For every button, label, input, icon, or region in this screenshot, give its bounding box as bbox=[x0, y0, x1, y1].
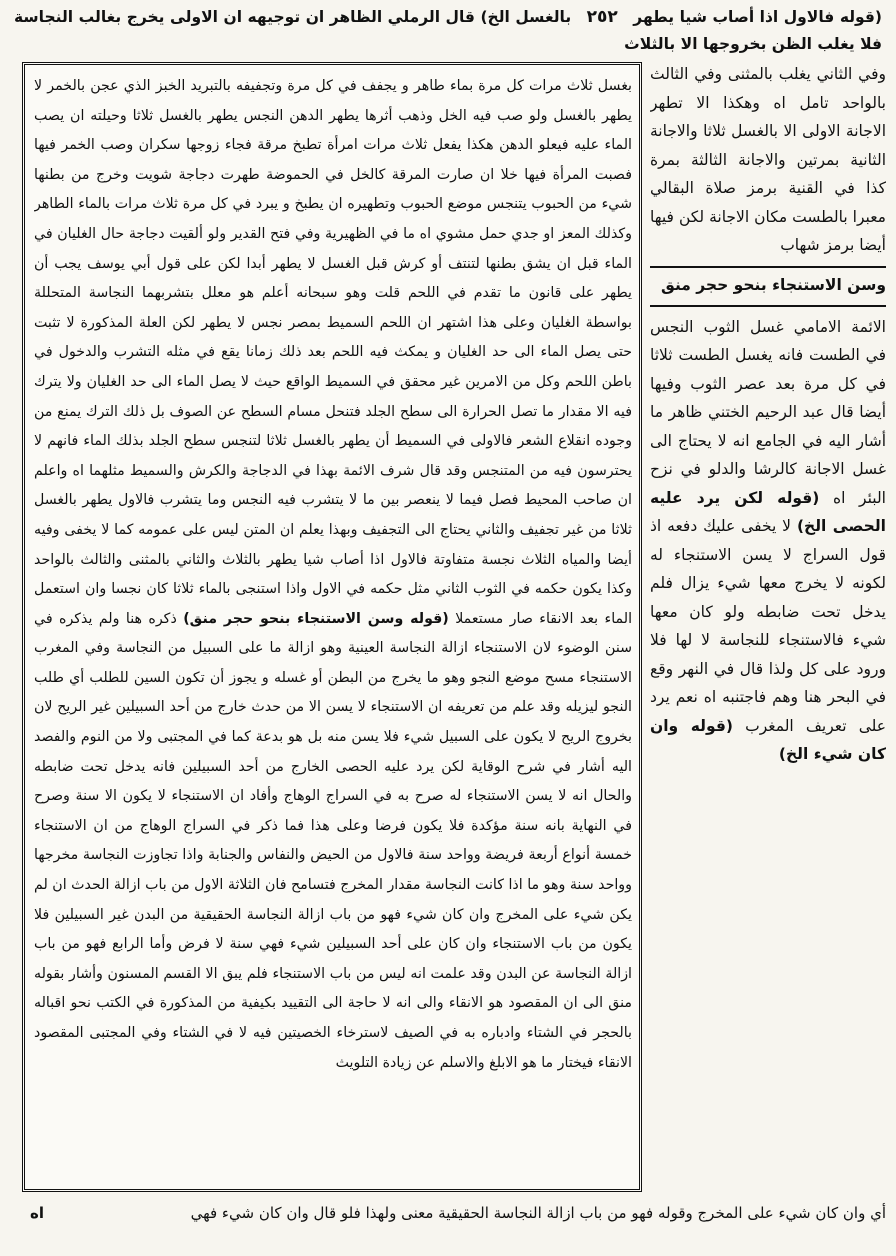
margin-block-2 bbox=[650, 313, 886, 769]
main-paragraph-1 bbox=[34, 72, 632, 1078]
main-text-part-1: بغسل ثلاث مرات كل مرة بماء طاهر و يجفف في كل مرة وتجفيفه بالتبريد الخبز الذي عجن بالخمر لا يطهر بالغسل ولو صب فيه الخل وذهب أثرها يطهر الدهن النجس يطهر بالغسل ثلاثا وحيلته ان يصب الماء عليه فيعلو الدهن هكذا يفعل ثلاث مرات امرأة تطبخ مرقة فجاء زوجها سكران وصب الخمر فيها فصبت المرأة فيها خلا ان صارت المرقة كالخل في الحموضة طهرت دجاجة شويت وخرج من بطنها شيء من الحبوب يتنجس موضع الحبوب وتطهيره ان يطبخ و يبرد في كل مرة ثلاث مرات بالماء الطاهر وكذلك المعز او جدي حمل مشوي اه ما في الظهيرية وفي فتح القدير ولو ألقيت دجاجة حال الغليان في الماء قبل ان يشق بطنها لتنتف أو كرش قبل الغسل لا يطهر أبدا لكن على قول أبي يوسف يجب أن يطهر على قانون ما تقدم في اللحم قلت وهو سبحانه أعلم هو معلل بتشربهما النجاسة المتحللة بواسطة الغليان وعلى هذا اشتهر ان اللحم السميط بمصر نجس لا يطهر لكن العلة المذكورة لا تثبت حتى يصل الماء الى حد الغليان و يمكث فيه اللحم بعد ذلك زمانا يقع في مثله التشرب والدخول في باطن اللحم وكل من الامرين غير محقق في السميط الواقع حيث لا يصل الماء الى حد الغليان ولا يترك فيه الا مقدار ما تصل الحرارة الى سطح الجلد فتنحل مسام السطح عن الصوف بل ذلك الترك يمنع من وجوده انقلاع الشعر فالاولى في السميط أن يطهر بالغسل ثلاثا لتنجس سطح الجلد بذلك الماء فانهم لا يحترسون فيه من المتنجس وقد قال شرف الائمة بهذا في الدجاجة والكرش والسميط مثلهما اه واعلم ان صاحب المحيط فصل فيما لا ينعصر بين ما لا يتشرب فيه النجس وما يتشرب فالاول يطهر بالغسل ثلاثا من غير تجفيف والثاني يحتاج الى التجفيف وبهذا يعلم ان المتن ليس على عمومه كما لا يخفى وفيه أيضا والمياه الثلاث نجسة متفاوتة فالاول اذا أصاب شيا يطهر بالثلاث والثاني بالمثنى والثالث بالواحد وكذا يكون حكمه في الثوب الثاني مثل حكمه في الاول واذا استنجى بالماء ثلاثا كان نجسا وان استعمل الماء بعد الانقاء صار مستعملا bbox=[34, 78, 632, 627]
margin-block-1: وفي الثاني يغلب بالمثنى وفي الثالث بالواحد تامل اه وهكذا الا تطهر الاجانة الاولى الا بالغسل ثلاثا والاجانة الثانية بمرتين والاجانة الثالثة بمرة كذا في القنية برمز صلاة البقالي معبرا بالطست مكان الاجانة لكن فيها أيضا برمز شهاب bbox=[650, 65, 886, 254]
margin-divider bbox=[650, 266, 886, 268]
footer-text: أي وان كان شيء على المخرج وقوله فهو من باب ازالة النجاسة الحقيقية معنى ولهذا فلو قال وان كان شيء فهي bbox=[190, 1204, 886, 1222]
main-quote-lead: (قوله وسن الاستنجاء بنحو حجر منق) bbox=[183, 610, 449, 627]
page-number: ٢٥٢ bbox=[586, 7, 618, 27]
page-footer bbox=[30, 1196, 886, 1230]
header-text-end: بالغسل الخ) قال الرملي الظاهر ان توجيهه ان الاولى يخرج بغالب النجاسة فلا يغلب الظن بخروجها الا بالثلاث bbox=[14, 8, 882, 53]
catchword: اه bbox=[30, 1204, 44, 1222]
margin-quote-lead: (قوله لكن يرد عليه الحصى الخ) bbox=[650, 488, 886, 535]
header-text-start: (قوله فالاول اذا أصاب شيا يطهر bbox=[633, 8, 882, 26]
margin-topic-heading: وسن الاستنجاء بنحو حجر منق bbox=[661, 275, 886, 294]
margin-commentary-column bbox=[650, 60, 886, 1192]
margin-block-2-text: الائمة الامامي غسل الثوب النجس في الطست فانه يغسل الطست ثلاثا في كل مرة بعد عصر الثوب وفيها أيضا قال عبد الرحيم الختني ظاهر ما أشار اليه في الجامع انه لا يحتاج الى غسل الاجانة كالرشا والدلو في نزح البئر اه bbox=[650, 317, 886, 507]
margin-quote-lead-2: (قوله وان كان شيء الخ) bbox=[650, 716, 886, 763]
margin-block-3-text: لا يخفى عليك دفعه اذ قول السراج لا يسن الاستنجاء له لكونه لا يخرج معها شيء يزال فلم يدخل تحت ضابطه ولو كان معها شيء فالاستنجاء للنجاسة لا لها فلا ورود على كل ولذا قال في النهر وقع في البحر هنا وهم فاجتنبه اه نعم يرد على تعريف المغرب bbox=[650, 517, 886, 735]
margin-divider-2 bbox=[650, 305, 886, 307]
main-text-column bbox=[34, 72, 632, 1184]
page-header bbox=[14, 4, 882, 58]
main-text-part-2: ذكره هنا ولم يذكره في سنن الوضوء لان الاستنجاء ازالة النجاسة العينية وهو ازالة ما على السبيل من النجاسة وفي المغرب الاستنجاء مسح موضع النجو وهو ما يخرج من البطن أو غسله و يجوز أن تكون السين للطلب أي طلب النجو ليزيله وقد علم من تعريفه ان الاستنجاء لا يسن الا من حدث خارج من أحد السبيلين غير الريح لان بخروج الريح لا يكون على السبيل شيء فلا يسن منه بل هو بدعة كما في المجتبى ولا من النوم والفصد اليه أشار في شرح الوقاية لكن يرد عليه الحصى الخارج من أحد السبيلين فانه يدخل تحت ضابطه والحال انه لا يسن الاستنجاء له صرح به في السراج الوهاج وأفاد ان الاستنجاء لا يكون الا سنة وصرح في النهاية بانه سنة مؤكدة فلا يكون فرضا وعلى هذا فما ذكر في السراج الوهاج من ان الاستنجاء خمسة أنواع أربعة فريضة وواحد سنة فالاول من الحيض والنفاس والجنابة واذا تجاوزت النجاسة مخرجها وواحد سنة وهو ما اذا كانت النجاسة مقدار المخرج فتسامح فان الثلاثة الاول من باب ازالة الحدث ان لم يكن شيء على المخرج وان كان شيء فهو من باب ازالة النجاسة الحقيقية من البدن غير السبيلين فلا يكون من باب الاستنجاء وان كان على أحد السبيلين شيء فهي سنة لا فرض وأما الرابع فهو من باب ازالة النجاسة عن البدن وقد علمت انه ليس من باب الاستنجاء فلم يبق الا القسم المسنون وأشار بقوله منق الى ان المقصود هو الانقاء والى انه لا حاجة الى التقييد بكيفية من المذكورة في الكتب نحو اقباله بالحجر في الشتاء وادباره به في الصيف لاسترخاء الخصيتين فيه لا في الشتاء وفي المجتبى المقصود الانقاء فيختار ما هو الابلغ والاسلم عن زيادة التلويث bbox=[34, 610, 632, 1071]
